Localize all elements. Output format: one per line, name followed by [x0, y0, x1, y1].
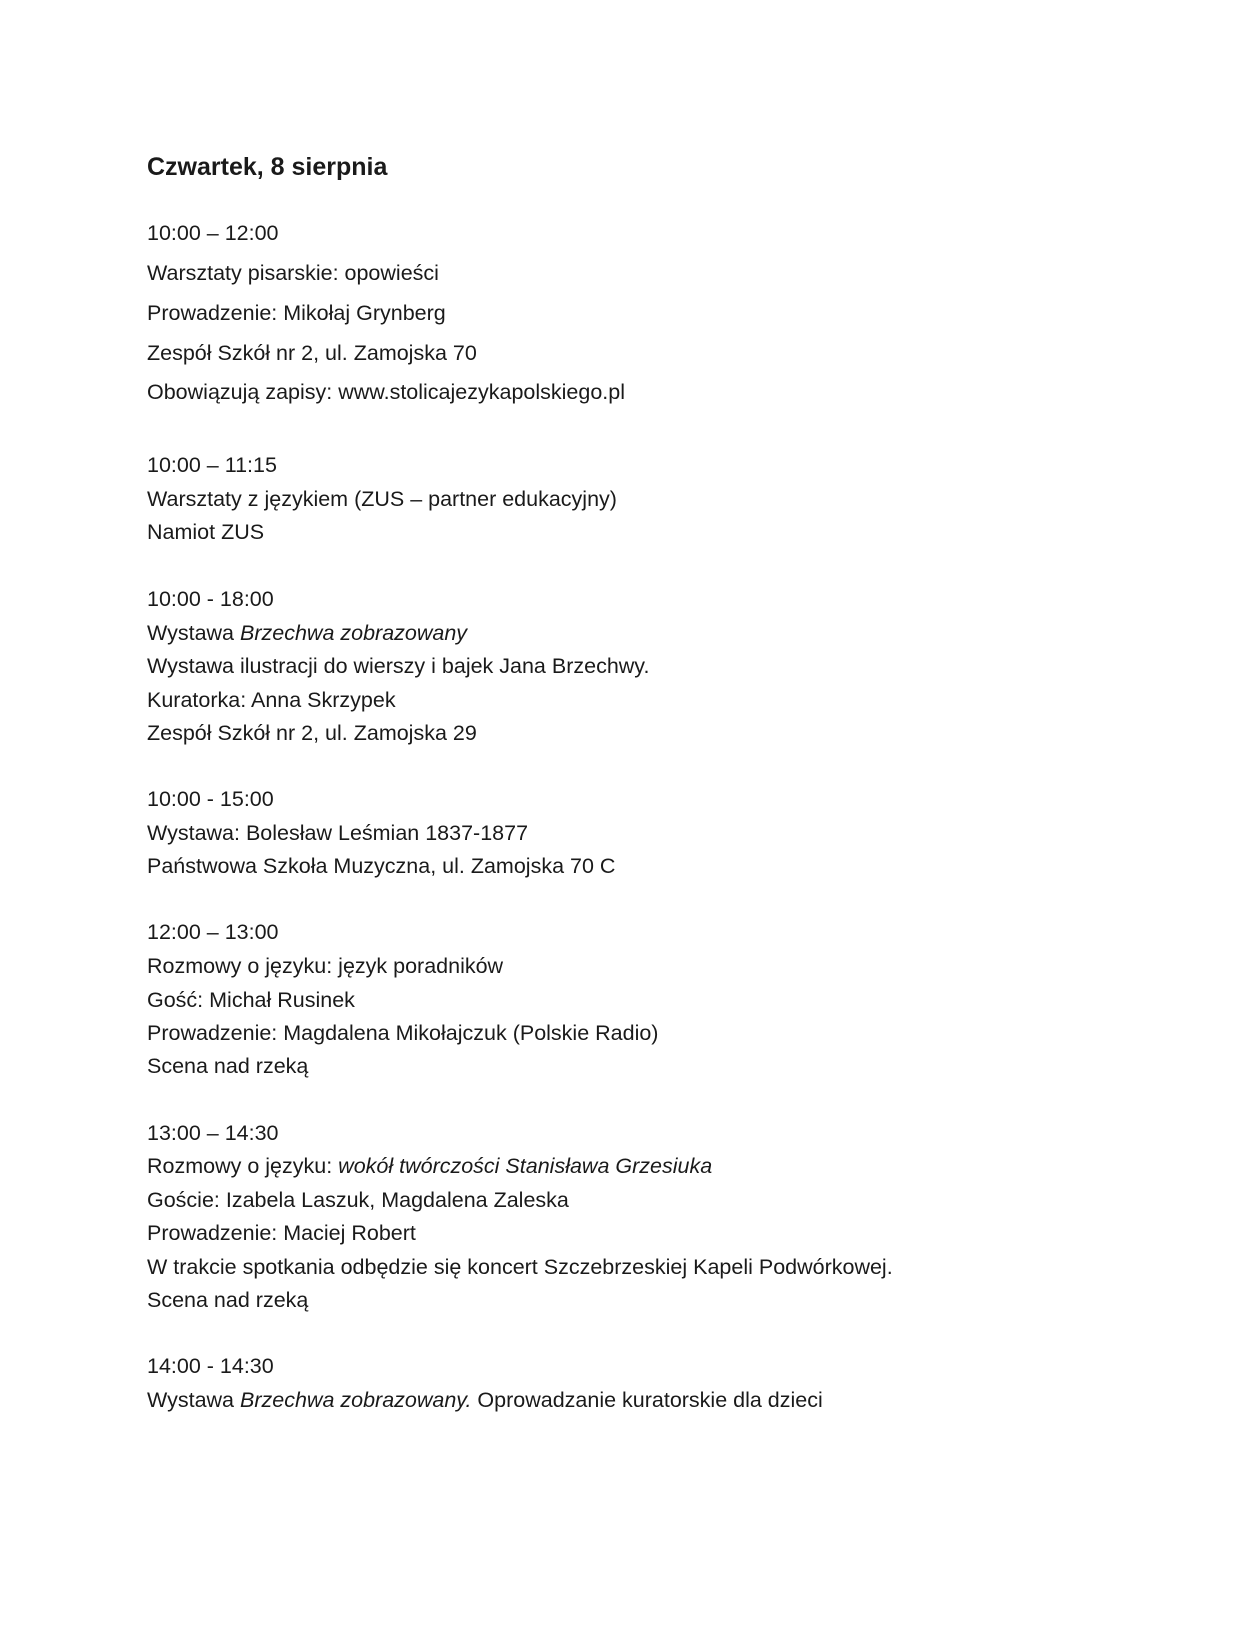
event-time: 10:00 - 18:00	[147, 587, 274, 611]
event-location: Scena nad rzeką	[147, 1054, 309, 1078]
event-guests: Goście: Izabela Laszuk, Magdalena Zaleska	[147, 1188, 569, 1212]
event-title	[147, 618, 467, 648]
event-host: Prowadzenie: Maciej Robert	[147, 1221, 416, 1245]
event-description: Wystawa ilustracji do wierszy i bajek Jana Brzechwy.	[147, 654, 650, 678]
event-title-italic: Brzechwa zobrazowany.	[240, 1388, 472, 1412]
event-title-suffix: Oprowadzanie kuratorskie dla dzieci	[471, 1388, 823, 1412]
event-location: Namiot ZUS	[147, 520, 265, 544]
event-time: 14:00 - 14:30	[147, 1354, 274, 1378]
event-title-italic: Brzechwa zobrazowany	[240, 621, 468, 645]
event-host: Prowadzenie: Magdalena Mikołajczuk (Polskie Radio)	[147, 1021, 659, 1045]
event-time: 10:00 – 11:15	[147, 453, 277, 477]
event-note: W trakcie spotkania odbędzie się koncert Szczebrzeskiej Kapeli Podwórkowej.	[147, 1255, 893, 1279]
event-guest: Gość: Michał Rusinek	[147, 988, 355, 1012]
event-host: Prowadzenie: Mikołaj Grynberg	[147, 301, 446, 325]
event-time: 10:00 – 12:00	[147, 221, 279, 245]
event-location: Zespół Szkół nr 2, ul. Zamojska 70	[147, 341, 477, 365]
event-time: 10:00 - 15:00	[147, 787, 274, 811]
event-title-prefix: Rozmowy o języku:	[147, 1154, 339, 1178]
event-title: Warsztaty pisarskie: opowieści	[147, 261, 439, 285]
event-curator: Kuratorka: Anna Skrzypek	[147, 688, 396, 712]
event-title: Wystawa: Bolesław Leśmian 1837-1877	[147, 821, 529, 845]
event-title	[147, 1151, 712, 1181]
event-location: Państwowa Szkoła Muzyczna, ul. Zamojska 70 C	[147, 854, 616, 878]
event-location: Scena nad rzeką	[147, 1288, 309, 1312]
event-title	[147, 1385, 823, 1415]
event-time: 12:00 – 13:00	[147, 920, 279, 944]
event-registration: Obowiązują zapisy: www.stolicajezykapolskiego.pl	[147, 380, 625, 404]
event-title-italic: wokół twórczości Stanisława Grzesiuka	[338, 1154, 713, 1178]
event-location: Zespół Szkół nr 2, ul. Zamojska 29	[147, 721, 477, 745]
event-title-prefix: Wystawa	[147, 1388, 240, 1412]
page-title: Czwartek, 8 sierpnia	[147, 153, 388, 181]
event-title: Warsztaty z językiem (ZUS – partner edukacyjny)	[147, 487, 617, 511]
event-time: 13:00 – 14:30	[147, 1121, 279, 1145]
event-title: Rozmowy o języku: język poradników	[147, 954, 504, 978]
event-title-prefix: Wystawa	[147, 621, 240, 645]
